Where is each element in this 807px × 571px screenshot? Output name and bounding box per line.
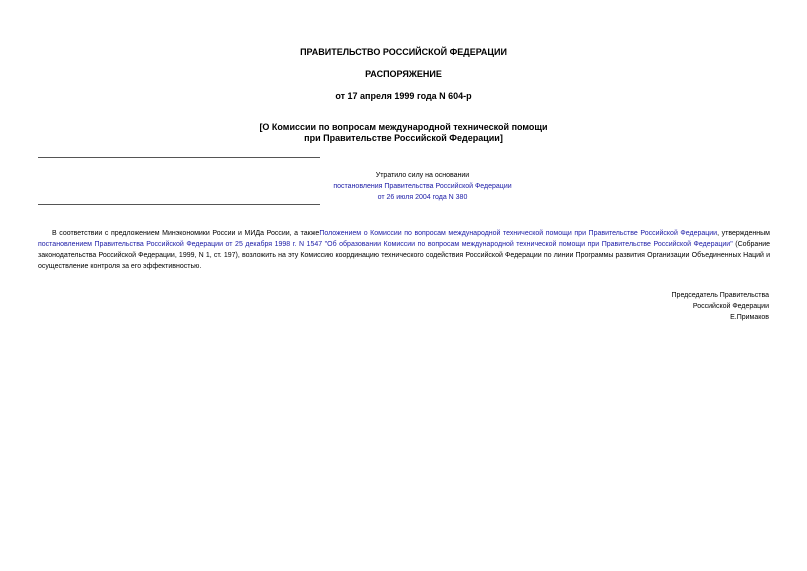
repeal-note xyxy=(300,170,545,203)
repeal-link-line-2[interactable]: от 26 июля 2004 года N 380 xyxy=(377,194,468,201)
signature-country: Российской Федерации xyxy=(692,303,769,310)
divider-bottom xyxy=(38,204,320,205)
regulation-link[interactable]: Положением о Комиссии по вопросам международной технической помощи при Правительстве Российской Федерации xyxy=(319,230,718,237)
divider-top xyxy=(38,157,320,158)
signature-name: Е.Примаков xyxy=(730,314,769,321)
repeal-link-line-1[interactable]: постановления Правительства Российской Федерации xyxy=(333,183,512,190)
document-title-line-2: при Правительстве Российской Федерации] xyxy=(304,133,503,143)
government-heading: ПРАВИТЕЛЬСТВО РОССИЙСКОЙ ФЕДЕРАЦИИ xyxy=(300,47,507,57)
paragraph-text-1: В соответствии с предложением Минэкономики России и МИДа России, а также xyxy=(52,230,320,237)
document-type-heading: РАСПОРЯЖЕНИЕ xyxy=(365,69,442,79)
date-number-heading: от 17 апреля 1999 года N 604-р xyxy=(335,91,472,101)
resolution-link[interactable]: постановлением Правительства Российской Федерации от 25 декабря 1998 г. N 1547 "Об образовании Комиссии по вопросам международной технической помощи при Правительстве Российской Федерации" xyxy=(38,241,733,248)
document-title-line-1: [О Комиссии по вопросам международной технической помощи xyxy=(259,122,548,132)
signature-block xyxy=(672,290,769,323)
order-paragraph xyxy=(38,228,770,272)
signature-position: Председатель Правительства xyxy=(671,292,769,299)
repeal-note-text: Утратило силу на основании xyxy=(375,172,470,179)
paragraph-text-3: (Собрание законодательства Российской Федерации, 1999, N 1, ст. 197), возложить на эту Комиссию координацию технического содействия Российской Федерации по линии Программы развития Организации Объединенных Наций и осуществление контроля за его эффективностью. xyxy=(38,241,770,270)
document-title xyxy=(0,122,807,144)
paragraph-text-2: , утвержденным xyxy=(717,230,770,237)
